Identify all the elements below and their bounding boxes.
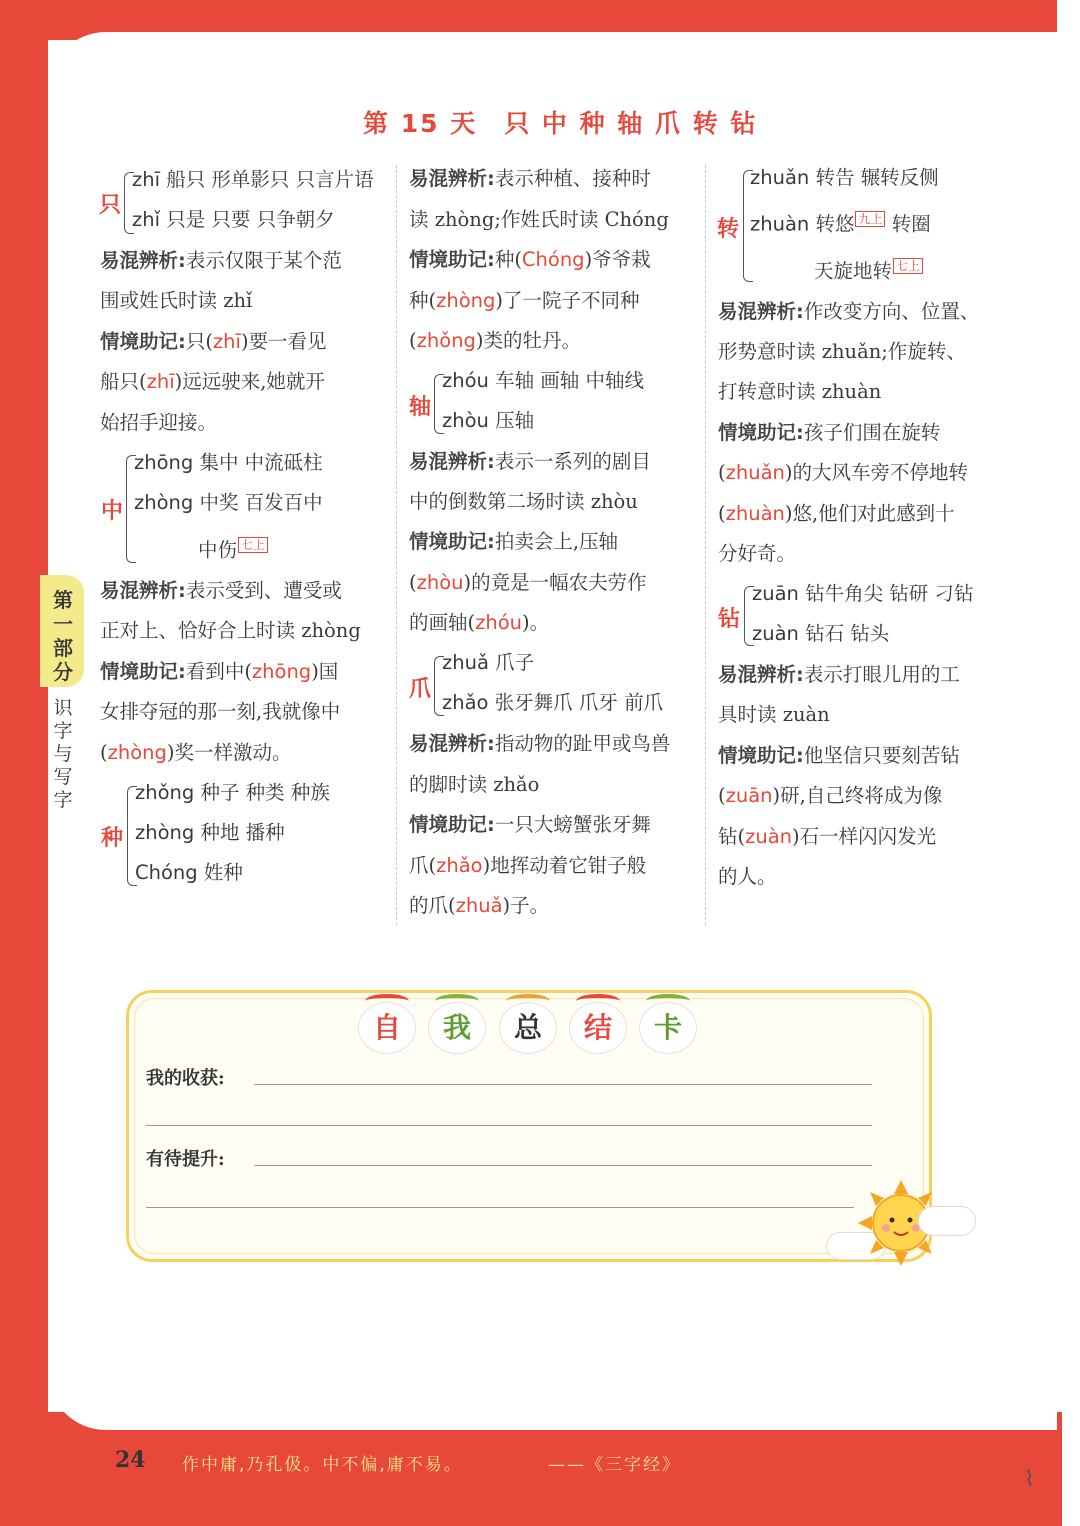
card-title-char: 总	[499, 1002, 557, 1054]
reading-line: zhōng 集中 中流砥柱	[134, 451, 323, 474]
analysis-line: 具时读 zuàn	[718, 703, 830, 726]
memory-line: 分好奇。	[718, 542, 797, 565]
memory-line: 情境助记:看到中(zhōng)国	[100, 660, 339, 683]
harvest-writing-line[interactable]	[146, 1125, 872, 1126]
improve-label: 有待提升:	[146, 1149, 225, 1170]
memory-line: 情境助记:孩子们围在旋转	[718, 421, 941, 444]
entry-char-zhua: 爪	[409, 677, 432, 702]
textbook-tag: 七上	[893, 258, 923, 274]
reading-line: zuān 钻牛角尖 钻研 刁钻	[752, 582, 974, 605]
memory-line: 钻(zuàn)石一样闪闪发光	[718, 825, 937, 848]
entry-char-zuan: 钻	[718, 607, 741, 632]
memory-line: 的画轴(zhóu)。	[409, 611, 550, 634]
memory-line: (zhòng)奖一样激动。	[100, 741, 292, 764]
memory-line: 始招手迎接。	[100, 411, 218, 434]
reading-line: zhī 船只 形单影只 只言片语	[132, 168, 374, 191]
reading-line: zhuàn 转悠 九上 转圈	[750, 212, 931, 236]
entry-char-zhi: 只	[99, 193, 122, 218]
analysis-line: 易混辨析:指动物的趾甲或鸟兽	[409, 732, 671, 755]
analysis-line: 易混辨析:表示受到、遭受或	[100, 579, 342, 602]
textbook-tag: 七上	[238, 537, 268, 553]
memory-line: 种(zhòng)了一院子不同种	[409, 289, 640, 312]
reading-line: zhóu 车轴 画轴 中轴线	[442, 369, 644, 392]
analysis-line: 易混辨析:表示种植、接种时	[409, 167, 651, 190]
analysis-line: 打转意时读 zhuàn	[718, 380, 882, 403]
analysis-line: 读 zhòng;作姓氏时读 Chóng	[409, 208, 669, 231]
improve-writing-line[interactable]	[146, 1207, 854, 1208]
reading-line: 中伤 七上	[198, 537, 268, 564]
analysis-line: 易混辨析:表示仅限于某个范	[100, 249, 342, 272]
corner-mark-icon: ⌇	[1024, 1467, 1035, 1492]
page-title: 第 15 天 只 中 种 轴 爪 转 钻	[363, 109, 758, 138]
analysis-line: 中的倒数第二场时读 zhòu	[409, 490, 638, 513]
reading-line: zuàn 钻石 钻头	[752, 622, 890, 645]
reading-line: zhǎo 张牙舞爪 爪牙 前爪	[442, 691, 664, 714]
footer-quote-source: ——《三字经》	[548, 1455, 681, 1475]
analysis-line: 易混辨析:作改变方向、位置、	[718, 300, 980, 323]
memory-line: 的人。	[718, 865, 777, 888]
memory-line: 女排夺冠的那一刻,我就像中	[100, 700, 341, 723]
page-number: 24	[115, 1447, 146, 1473]
reading-line: zhòng 种地 播种	[135, 821, 285, 844]
memory-line: 情境助记:种(Chóng)爷爷栽	[409, 248, 651, 271]
entry-char-zhong-plant: 种	[101, 826, 124, 851]
harvest-writing-line[interactable]	[254, 1084, 872, 1085]
analysis-line: 围或姓氏时读 zhǐ	[100, 289, 253, 312]
column-divider	[396, 165, 397, 925]
footer-quote: 作中庸,乃孔伋。中不偏,庸不易。	[182, 1455, 463, 1475]
memory-line: 情境助记:一只大螃蟹张牙舞	[409, 813, 651, 836]
reading-line: zhǒng 种子 种类 种族	[135, 781, 330, 804]
memory-line: (zuān)研,自己终将成为像	[718, 784, 943, 807]
harvest-label: 我的收获:	[146, 1068, 225, 1089]
page-edge	[1062, 1420, 1080, 1526]
memory-line: 情境助记:拍卖会上,压轴	[409, 530, 619, 553]
memory-line: 船只(zhī)远远驶来,她就开	[100, 370, 325, 393]
card-title-char: 结	[569, 1002, 627, 1054]
memory-line: 的爪(zhuǎ)子。	[409, 894, 550, 917]
textbook-tag: 九上	[855, 211, 885, 227]
analysis-line: 易混辨析:表示打眼儿用的工	[718, 663, 960, 686]
memory-line: 情境助记:只(zhī)要一看见	[100, 330, 327, 353]
section-tab-sub: 识字与写字	[53, 697, 73, 811]
reading-line: Chóng 姓种	[135, 861, 243, 884]
analysis-line: 形势意时读 zhuǎn;作旋转、	[718, 340, 966, 363]
reading-line: zhòng 中奖 百发百中	[134, 491, 323, 514]
card-title-char: 我	[428, 1002, 486, 1054]
section-tab-part: 第一部分	[53, 588, 73, 684]
entry-char-zhou: 轴	[409, 395, 432, 420]
memory-line: 情境助记:他坚信只要刻苦钻	[718, 744, 960, 767]
cloud-icon	[918, 1206, 976, 1236]
column-divider	[705, 165, 706, 925]
improve-writing-line[interactable]	[254, 1165, 872, 1166]
reading-line: zhuǎn 转告 辗转反侧	[750, 166, 939, 189]
analysis-line: 易混辨析:表示一系列的剧目	[409, 450, 651, 473]
reading-line: 天旋地转 七上	[814, 258, 923, 285]
card-title-char: 自	[358, 1002, 416, 1054]
memory-line: (zhuǎn)的大风车旁不停地转	[718, 461, 968, 484]
entry-char-zhuan: 转	[717, 217, 740, 242]
page-frame-left	[0, 0, 48, 1526]
analysis-line: 正对上、恰好合上时读 zhòng	[100, 619, 361, 642]
reading-line: zhòu 压轴	[442, 409, 535, 432]
memory-line: 爪(zhǎo)地挥动着它钳子般	[409, 854, 647, 877]
reading-line: zhǐ 只是 只要 只争朝夕	[132, 208, 335, 231]
card-title-char: 卡	[639, 1002, 697, 1054]
reading-line: zhuǎ 爪子	[442, 651, 535, 674]
memory-line: (zhǒng)类的牡丹。	[409, 329, 581, 352]
memory-line: (zhuàn)悠,他们对此感到十	[718, 502, 955, 525]
memory-line: (zhòu)的竟是一幅农夫劳作	[409, 571, 647, 594]
page-frame-corner	[1030, 1432, 1062, 1526]
analysis-line: 的脚时读 zhǎo	[409, 773, 540, 796]
entry-char-zhong: 中	[101, 499, 124, 524]
